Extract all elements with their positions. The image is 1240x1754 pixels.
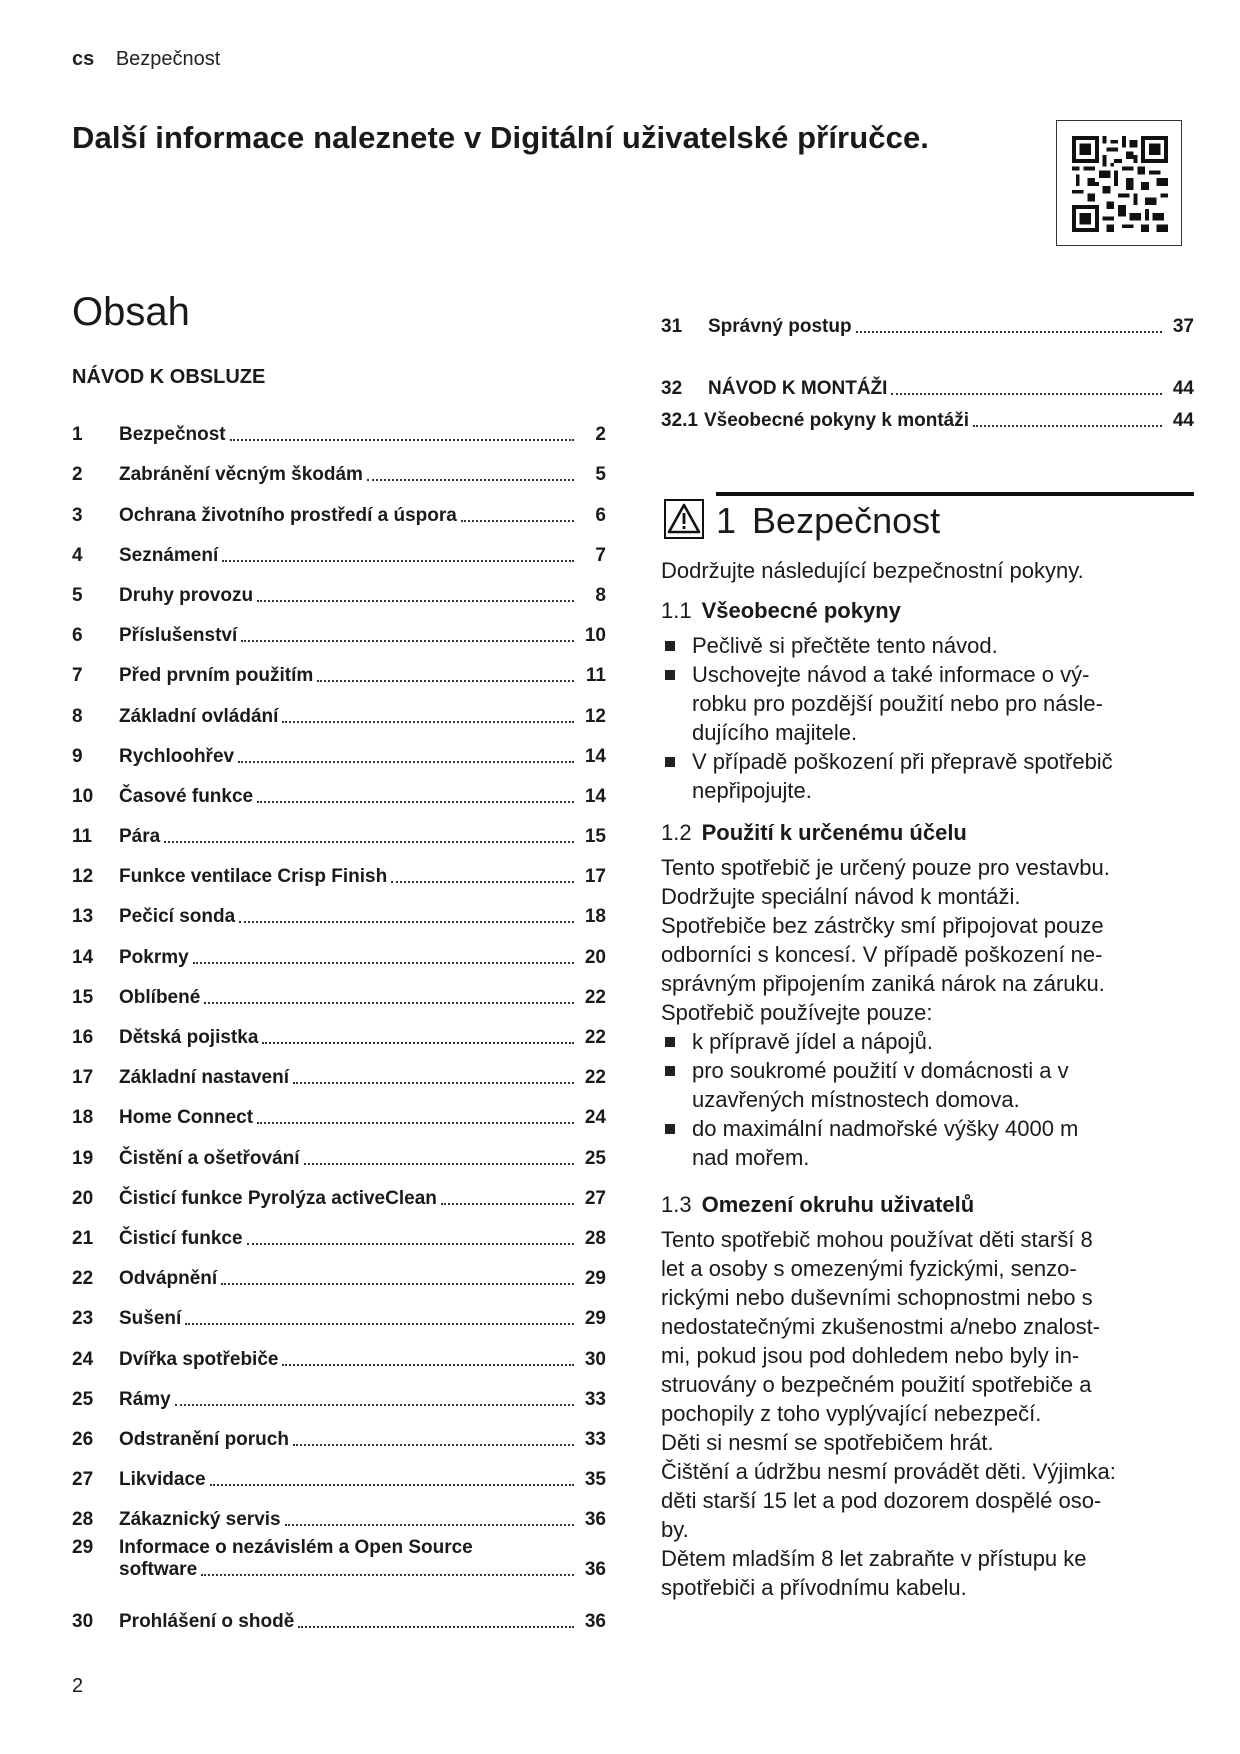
toc-page: 17: [584, 866, 606, 888]
toc-page: 22: [584, 1027, 606, 1048]
toc-label: Pokrmy: [119, 946, 189, 968]
toc-page: 44: [1172, 410, 1194, 432]
toc-entry[interactable]: [72, 1330, 606, 1370]
toc-number: 16: [72, 1027, 94, 1048]
intro-text: Dodržujte následující bezpečnostní pokyny.: [661, 558, 1084, 583]
toc-number: 22: [72, 1268, 94, 1290]
toc-number: 15: [72, 986, 94, 1008]
section-number: 1: [716, 500, 737, 541]
toc-page: 7: [595, 544, 606, 566]
toc-leader-dots: [856, 331, 1162, 333]
toc-label: Časové funkce: [119, 785, 254, 807]
toc-leader-dots: [230, 439, 574, 441]
toc-page: 29: [584, 1308, 606, 1330]
toc-leader-dots: [193, 962, 574, 964]
bullet-list: [661, 631, 1201, 805]
toc-label: Rámy: [119, 1388, 171, 1410]
toc-number: 14: [72, 946, 94, 968]
toc-page: 22: [584, 1067, 606, 1089]
toc-label: Čistění a ošetřování: [119, 1147, 300, 1169]
subsection-title: Omezení okruhu uživatelů: [701, 1192, 975, 1217]
toc-label: Pečicí sonda: [119, 906, 236, 928]
toc-label: Čisticí funkce: [119, 1227, 243, 1249]
toc-leader-dots: [204, 1002, 574, 1004]
toc-number: 3: [72, 504, 83, 526]
toc-label: Příslušenství: [119, 625, 238, 647]
toc-label: Základní ovládání: [119, 705, 279, 727]
toc-label: Všeobecné pokyny k montáži: [703, 410, 970, 432]
toc-entry[interactable]: [72, 486, 606, 526]
toc-number: 32: [661, 378, 683, 400]
toc-label: Dětská pojistka: [119, 1027, 259, 1048]
toc-leader-dots: [164, 841, 574, 843]
qr-code[interactable]: [1056, 120, 1182, 246]
toc-label: software: [119, 1559, 198, 1581]
toc-label: Odvápnění: [119, 1268, 218, 1290]
subsection-number: 1.2: [661, 820, 692, 845]
toc-entry[interactable]: [72, 1210, 606, 1250]
toc-page: 28: [584, 1227, 606, 1249]
toc-leader-dots: [298, 1626, 574, 1628]
toc-page: 11: [585, 665, 606, 687]
toc-leader-dots: [391, 881, 574, 883]
toc-entry[interactable]: [72, 1009, 606, 1049]
toc-number: 8: [72, 705, 83, 727]
toc-entry[interactable]: [72, 1371, 606, 1411]
toc-number: 4: [72, 544, 83, 566]
toc-entry[interactable]: [661, 400, 1194, 432]
toc-number: 17: [72, 1067, 94, 1089]
list-item: pro soukromé použití v domácnosti a v uzavřených místnostech domova.: [661, 1056, 1201, 1114]
paragraph: Čištění a údržbu nesmí provádět děti. Výjimka: děti starší 15 let a pod dozorem dospělé oso- by.: [661, 1459, 1116, 1542]
toc-entry[interactable]: [72, 607, 606, 647]
subsection-number: 1.1: [661, 598, 692, 623]
subsection-title: Použití k určenému účelu: [701, 820, 967, 845]
toc-number: 20: [72, 1187, 94, 1209]
toc-entry[interactable]: [72, 1491, 606, 1531]
toc-label: Prohlášení o shodě: [119, 1611, 295, 1633]
qr-code-icon: [1072, 136, 1168, 232]
toc-label: Rychloohřev: [119, 745, 235, 767]
toc-leader-dots: [247, 1243, 574, 1245]
toc-entry[interactable]: [72, 1593, 606, 1633]
section-title: [716, 500, 940, 542]
subsection-1-2: [661, 818, 1201, 1172]
toc-number: 1: [72, 424, 83, 446]
toc-number: 5: [72, 584, 83, 606]
toc-entry[interactable]: [72, 1531, 606, 1593]
toc-label: Správný postup: [708, 316, 852, 338]
toc-page: 18: [584, 906, 606, 928]
toc-entry[interactable]: [72, 406, 606, 446]
toc-leader-dots: [293, 1082, 574, 1084]
toc-label: Home Connect: [119, 1107, 254, 1129]
toc-entry[interactable]: [72, 928, 606, 968]
subsection-1-1: [661, 596, 1201, 805]
paragraph: Spotřebič používejte pouze:: [661, 1000, 933, 1025]
toc-number: 29: [72, 1537, 94, 1559]
toc-number: 31: [661, 316, 683, 338]
toc-leader-dots: [891, 393, 1162, 395]
toc-page: 33: [584, 1428, 606, 1450]
toc-page: 30: [584, 1348, 606, 1370]
toc-label: Odstranění poruch: [119, 1428, 289, 1450]
toc-list: [72, 406, 606, 1633]
toc-leader-dots: [293, 1444, 574, 1446]
toc-entry[interactable]: [72, 1250, 606, 1290]
toc-number: 6: [72, 625, 83, 647]
toc-leader-dots: [257, 801, 574, 803]
toc-page: 20: [584, 946, 606, 968]
toc-page: 24: [584, 1107, 606, 1129]
toc-subtitle: NÁVOD K OBSLUZE: [72, 366, 266, 388]
toc-page: 12: [584, 705, 606, 727]
toc-leader-dots: [221, 1283, 574, 1285]
warning-triangle-icon: [664, 499, 704, 544]
toc-entry[interactable]: [72, 687, 606, 727]
toc-label: Likvidace: [119, 1469, 206, 1491]
toc-label: Dvířka spotřebiče: [119, 1348, 279, 1370]
paragraph: Tento spotřebič mohou používat děti starší 8 let a osoby s omezenými fyzickými, senzo- rickými nebo duševními schopnostmi nebo s nedostatečnými zkušenostmi a/nebo znalost- mi, pokud jsou pod dohledem nebo byly in- struovány o bezpečném použití spotřebiče a pochopily z toho vyplývající nebezpečí.: [661, 1227, 1101, 1426]
toc-number: 23: [72, 1308, 94, 1330]
toc-entry[interactable]: [72, 527, 606, 567]
toc-leader-dots: [239, 921, 574, 923]
toc-entry[interactable]: [72, 647, 606, 687]
section-heading: Bezpečnost: [752, 500, 941, 541]
toc-entry[interactable]: [72, 848, 606, 888]
toc-page: 37: [1172, 316, 1194, 338]
list-item: Uschovejte návod a také informace o vý- robku pro pozdější použití nebo pro násle- dujícího majitele.: [661, 660, 1201, 747]
toc-number: 19: [72, 1147, 94, 1169]
toc-page: 14: [584, 785, 606, 807]
toc-entry[interactable]: [661, 360, 1194, 400]
toc-page: 14: [584, 745, 606, 767]
toc-title: Obsah: [72, 290, 190, 334]
page-number: 2: [72, 1675, 84, 1697]
header-section-name: Bezpečnost: [115, 48, 221, 70]
toc-leader-dots: [441, 1203, 574, 1205]
toc-leader-dots: [285, 1524, 574, 1526]
toc-number: 26: [72, 1428, 94, 1450]
toc-entry[interactable]: [72, 1089, 606, 1129]
toc-page: 22: [584, 986, 606, 1008]
toc-entry[interactable]: [72, 888, 606, 928]
toc-page: 36: [584, 1611, 606, 1633]
toc-entry[interactable]: [72, 969, 606, 1009]
toc-number: 7: [72, 665, 83, 687]
toc-number: 32.1: [661, 410, 698, 432]
toc-leader-dots: [282, 1364, 574, 1366]
toc-number: 9: [72, 745, 83, 767]
list-item: do maximální nadmořské výšky 4000 m nad mořem.: [661, 1114, 1201, 1172]
subsection-number: 1.3: [661, 1192, 692, 1217]
toc-leader-dots: [973, 425, 1162, 427]
section-rule: [716, 492, 1194, 496]
toc-page: 25: [584, 1147, 606, 1169]
list-item: k přípravě jídel a nápojů.: [661, 1027, 1201, 1056]
toc-entry[interactable]: [72, 1451, 606, 1491]
toc-label: Před prvním použitím: [119, 665, 314, 687]
subsection-1-3: [661, 1190, 1201, 1602]
list-item: Pečlivě si přečtěte tento návod.: [661, 631, 1201, 660]
toc-leader-dots: [241, 640, 574, 642]
toc-leader-dots: [317, 680, 574, 682]
toc-leader-dots: [257, 600, 574, 602]
toc-page: 33: [584, 1388, 606, 1410]
section-intro: [661, 556, 1201, 585]
digital-manual-headline: Další informace naleznete v Digitální uživatelské příručce.: [72, 120, 929, 155]
subsection-title: Všeobecné pokyny: [701, 598, 901, 623]
toc-label: NÁVOD K MONTÁŽI: [708, 378, 888, 400]
toc-entry[interactable]: [72, 1411, 606, 1451]
toc-label: Čisticí funkce Pyrolýza activeClean: [119, 1187, 437, 1209]
toc-entry[interactable]: [72, 1170, 606, 1210]
toc-label: Druhy provozu: [119, 584, 254, 606]
toc-list-right: [661, 298, 1194, 432]
toc-page: 2: [595, 424, 606, 446]
toc-entry[interactable]: [72, 567, 606, 607]
toc-page: 15: [584, 826, 606, 848]
toc-number: 21: [72, 1227, 94, 1249]
toc-label: Ochrana životního prostředí a úspora: [119, 504, 457, 526]
toc-label: Seznámení: [119, 544, 219, 566]
toc-leader-dots: [262, 1042, 574, 1044]
paragraph: Tento spotřebič je určený pouze pro vestavbu. Dodržujte speciální návod k montáži. Spotřebiče bez zástrčky smí připojovat pouze odborníci s koncesí. V případě poškození ne- správným připojením zaniká nárok na záruku.: [661, 855, 1110, 996]
toc-leader-dots: [210, 1484, 574, 1486]
subsection-heading: [661, 818, 1201, 847]
toc-label: Oblíbené: [119, 986, 201, 1008]
toc-number: 25: [72, 1388, 94, 1410]
toc-label: Bezpečnost: [119, 424, 226, 446]
toc-entry[interactable]: [72, 1049, 606, 1089]
subsection-heading: [661, 596, 1201, 625]
toc-label-wrap: [119, 1537, 606, 1581]
toc-label-line2: [119, 1559, 606, 1581]
toc-entry[interactable]: [72, 446, 606, 486]
bullet-list: [661, 1027, 1201, 1172]
toc-leader-dots: [257, 1122, 574, 1124]
paragraph: Děti si nesmí se spotřebičem hrát.: [661, 1430, 994, 1455]
toc-page: 8: [595, 584, 606, 606]
toc-number: 2: [72, 464, 83, 486]
subsection-heading: [661, 1190, 1201, 1219]
toc-page: 29: [584, 1268, 606, 1290]
toc-number: 28: [72, 1509, 94, 1531]
toc-leader-dots: [175, 1404, 574, 1406]
toc-leader-dots: [461, 520, 574, 522]
toc-number: 18: [72, 1107, 94, 1129]
toc-entry[interactable]: [72, 768, 606, 808]
toc-leader-dots: [367, 479, 574, 481]
toc-page: 36: [584, 1509, 606, 1531]
toc-entry[interactable]: [72, 1290, 606, 1330]
toc-label: Zákaznický servis: [119, 1509, 281, 1531]
toc-number: 13: [72, 906, 94, 928]
toc-page: 6: [595, 504, 606, 526]
toc-entry[interactable]: [72, 728, 606, 768]
toc-page: 35: [584, 1469, 606, 1491]
toc-page: 5: [595, 464, 606, 486]
toc-entry[interactable]: [72, 1129, 606, 1169]
toc-label: Sušení: [119, 1308, 182, 1330]
toc-leader-dots: [282, 721, 574, 723]
toc-label: Funkce ventilace Crisp Finish: [119, 866, 388, 888]
toc-number: 12: [72, 866, 94, 888]
toc-number: 10: [72, 785, 94, 807]
toc-leader-dots: [304, 1163, 574, 1165]
toc-label: Informace o nezávislém a Open Source: [119, 1537, 473, 1559]
toc-label: Pára: [119, 826, 161, 848]
toc-page: 44: [1172, 378, 1194, 400]
toc-label: Základní nastavení: [119, 1067, 290, 1089]
toc-page: 27: [584, 1187, 606, 1209]
running-header: [72, 48, 220, 71]
toc-number: 30: [72, 1611, 94, 1633]
toc-page: 36: [584, 1559, 606, 1581]
toc-leader-dots: [201, 1574, 574, 1576]
list-item: V případě poškození při přepravě spotřebič nepřipojujte.: [661, 747, 1201, 805]
toc-leader-dots: [238, 761, 574, 763]
toc-entry[interactable]: [661, 298, 1194, 338]
toc-label: Zabránění věcným škodám: [119, 464, 363, 486]
toc-page: 10: [584, 625, 606, 647]
toc-leader-dots: [222, 560, 574, 562]
toc-number: 11: [72, 826, 93, 848]
toc-number: 27: [72, 1469, 94, 1491]
toc-entry[interactable]: [72, 808, 606, 848]
language-code: cs: [72, 48, 95, 70]
toc-number: 24: [72, 1348, 94, 1370]
paragraph: Dětem mladším 8 let zabraňte v přístupu ke spotřebiči a přívodnímu kabelu.: [661, 1546, 1087, 1600]
toc-leader-dots: [185, 1323, 574, 1325]
